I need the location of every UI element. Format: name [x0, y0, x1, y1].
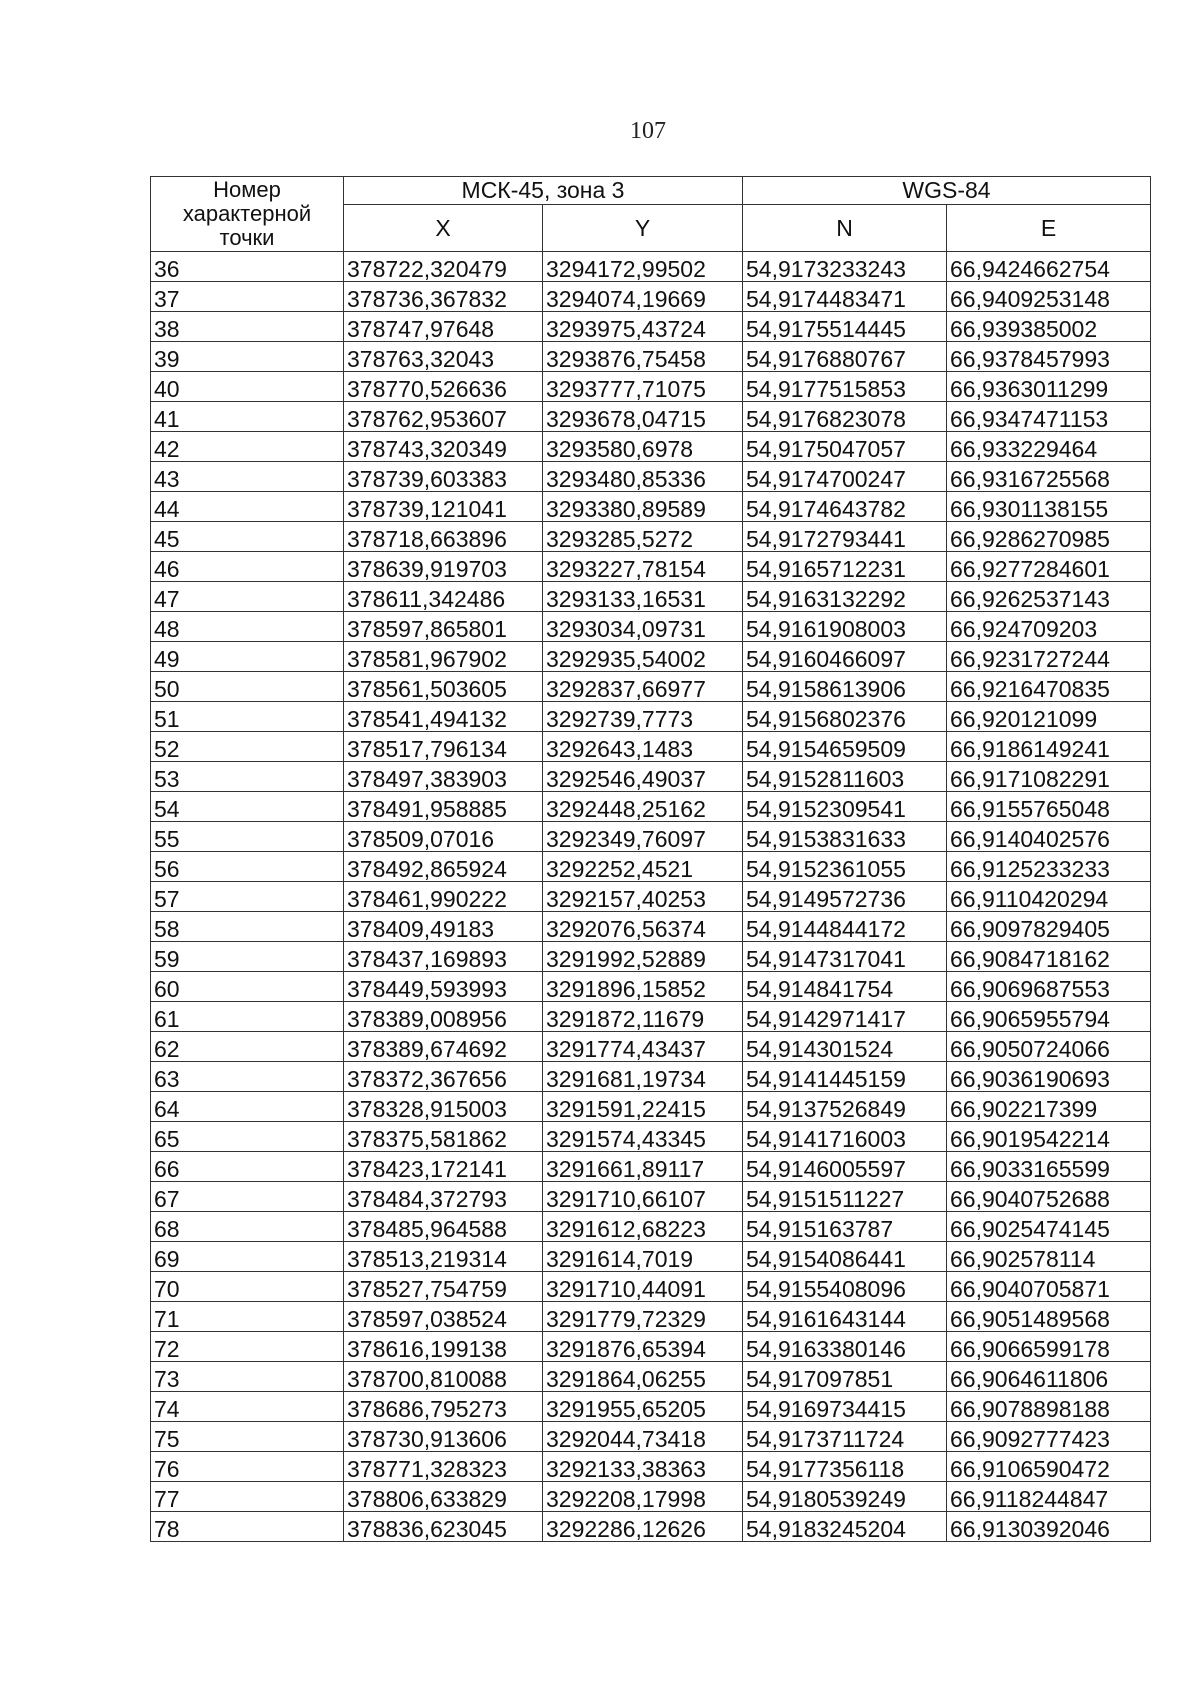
- x-value-cell: 378517,796134: [344, 732, 543, 762]
- e-value-cell: 66,9065955794: [947, 1002, 1151, 1032]
- e-value-cell: 66,9140402576: [947, 822, 1151, 852]
- point-number-cell: 41: [151, 402, 344, 432]
- point-number-cell: 65: [151, 1122, 344, 1152]
- y-value-cell: 3293034,09731: [543, 612, 743, 642]
- n-value-cell: 54,9156802376: [743, 702, 947, 732]
- n-value-cell: 54,9163132292: [743, 582, 947, 612]
- y-value-cell: 3291591,22415: [543, 1092, 743, 1122]
- table-row: [151, 942, 1151, 972]
- e-value-cell: 66,9064611806: [947, 1362, 1151, 1392]
- n-value-cell: 54,9175047057: [743, 432, 947, 462]
- e-value-cell: 66,9216470835: [947, 672, 1151, 702]
- x-value-cell: 378527,754759: [344, 1272, 543, 1302]
- point-number-cell: 36: [151, 252, 344, 282]
- point-number-cell: 49: [151, 642, 344, 672]
- e-value-cell: 66,9118244847: [947, 1482, 1151, 1512]
- n-value-cell: 54,9155408096: [743, 1272, 947, 1302]
- x-value-cell: 378513,219314: [344, 1242, 543, 1272]
- table-row: [151, 1272, 1151, 1302]
- n-value-cell: 54,9141716003: [743, 1122, 947, 1152]
- point-number-cell: 71: [151, 1302, 344, 1332]
- n-value-cell: 54,914301524: [743, 1032, 947, 1062]
- e-value-cell: 66,9092777423: [947, 1422, 1151, 1452]
- point-number-cell: 77: [151, 1482, 344, 1512]
- coordinates-table: [150, 176, 1151, 1542]
- table-row: [151, 1182, 1151, 1212]
- y-value-cell: 3291896,15852: [543, 972, 743, 1002]
- y-value-cell: 3291955,65205: [543, 1392, 743, 1422]
- x-value-cell: 378409,49183: [344, 912, 543, 942]
- table-row: [151, 672, 1151, 702]
- e-value-cell: 66,9409253148: [947, 282, 1151, 312]
- y-value-cell: 3293580,6978: [543, 432, 743, 462]
- y-value-cell: 3292044,73418: [543, 1422, 743, 1452]
- n-value-cell: 54,9152361055: [743, 852, 947, 882]
- point-number-cell: 62: [151, 1032, 344, 1062]
- y-value-cell: 3292286,12626: [543, 1512, 743, 1542]
- n-value-cell: 54,9175514445: [743, 312, 947, 342]
- x-value-cell: 378736,367832: [344, 282, 543, 312]
- point-number-cell: 39: [151, 342, 344, 372]
- table-row: [151, 792, 1151, 822]
- table-row: [151, 1092, 1151, 1122]
- y-column-header: Y: [543, 205, 743, 252]
- e-value-cell: 66,9051489568: [947, 1302, 1151, 1332]
- table-row: [151, 1152, 1151, 1182]
- point-number-cell: 46: [151, 552, 344, 582]
- e-value-cell: 66,9097829405: [947, 912, 1151, 942]
- table-row: [151, 1242, 1151, 1272]
- table-row: [151, 1362, 1151, 1392]
- x-value-cell: 378375,581862: [344, 1122, 543, 1152]
- e-value-cell: 66,9040705871: [947, 1272, 1151, 1302]
- e-value-cell: 66,9186149241: [947, 732, 1151, 762]
- point-number-cell: 51: [151, 702, 344, 732]
- point-number-cell: 74: [151, 1392, 344, 1422]
- n-value-cell: 54,9173233243: [743, 252, 947, 282]
- wgs84-header: WGS-84: [743, 177, 1151, 205]
- e-value-cell: 66,9025474145: [947, 1212, 1151, 1242]
- y-value-cell: 3291681,19734: [543, 1062, 743, 1092]
- e-value-cell: 66,9262537143: [947, 582, 1151, 612]
- n-value-cell: 54,9176823078: [743, 402, 947, 432]
- point-number-cell: 59: [151, 942, 344, 972]
- point-number-cell: 61: [151, 1002, 344, 1032]
- n-value-cell: 54,9177356118: [743, 1452, 947, 1482]
- e-value-cell: 66,9231727244: [947, 642, 1151, 672]
- point-number-cell: 47: [151, 582, 344, 612]
- n-value-cell: 54,9152811603: [743, 762, 947, 792]
- table-row: [151, 912, 1151, 942]
- point-number-cell: 44: [151, 492, 344, 522]
- n-value-cell: 54,9174483471: [743, 282, 947, 312]
- n-value-cell: 54,9144844172: [743, 912, 947, 942]
- table-row: [151, 852, 1151, 882]
- table-row: [151, 312, 1151, 342]
- y-value-cell: 3292076,56374: [543, 912, 743, 942]
- n-value-cell: 54,9169734415: [743, 1392, 947, 1422]
- point-number-cell: 45: [151, 522, 344, 552]
- y-value-cell: 3293227,78154: [543, 552, 743, 582]
- n-value-cell: 54,9161908003: [743, 612, 947, 642]
- x-value-cell: 378770,526636: [344, 372, 543, 402]
- e-value-cell: 66,9019542214: [947, 1122, 1151, 1152]
- y-value-cell: 3291710,44091: [543, 1272, 743, 1302]
- x-value-cell: 378700,810088: [344, 1362, 543, 1392]
- e-value-cell: 66,9033165599: [947, 1152, 1151, 1182]
- n-value-cell: 54,9174700247: [743, 462, 947, 492]
- y-value-cell: 3291992,52889: [543, 942, 743, 972]
- n-value-cell: 54,9147317041: [743, 942, 947, 972]
- table-row: [151, 612, 1151, 642]
- y-value-cell: 3294172,99502: [543, 252, 743, 282]
- point-number-cell: 64: [151, 1092, 344, 1122]
- e-value-cell: 66,902217399: [947, 1092, 1151, 1122]
- x-value-cell: 378739,121041: [344, 492, 543, 522]
- point-number-cell: 58: [151, 912, 344, 942]
- e-value-cell: 66,902578114: [947, 1242, 1151, 1272]
- e-value-cell: 66,9171082291: [947, 762, 1151, 792]
- y-value-cell: 3293678,04715: [543, 402, 743, 432]
- x-value-cell: 378372,367656: [344, 1062, 543, 1092]
- e-value-cell: 66,924709203: [947, 612, 1151, 642]
- table-row: [151, 522, 1151, 552]
- n-value-cell: 54,9142971417: [743, 1002, 947, 1032]
- table-row: [151, 1302, 1151, 1332]
- point-number-cell: 54: [151, 792, 344, 822]
- x-value-cell: 378561,503605: [344, 672, 543, 702]
- y-value-cell: 3291779,72329: [543, 1302, 743, 1332]
- table-row: [151, 462, 1151, 492]
- page-number: 107: [630, 118, 666, 144]
- x-value-cell: 378730,913606: [344, 1422, 543, 1452]
- x-value-cell: 378328,915003: [344, 1092, 543, 1122]
- x-value-cell: 378449,593993: [344, 972, 543, 1002]
- e-value-cell: 66,9084718162: [947, 942, 1151, 972]
- n-value-cell: 54,9154659509: [743, 732, 947, 762]
- x-value-cell: 378484,372793: [344, 1182, 543, 1212]
- point-number-cell: 63: [151, 1062, 344, 1092]
- n-value-cell: 54,9137526849: [743, 1092, 947, 1122]
- n-value-cell: 54,9146005597: [743, 1152, 947, 1182]
- e-value-cell: 66,9277284601: [947, 552, 1151, 582]
- x-value-cell: 378762,953607: [344, 402, 543, 432]
- table-row: [151, 882, 1151, 912]
- n-column-header: N: [743, 205, 947, 252]
- e-value-cell: 66,9036190693: [947, 1062, 1151, 1092]
- e-value-cell: 66,9347471153: [947, 402, 1151, 432]
- y-value-cell: 3292252,4521: [543, 852, 743, 882]
- point-number-cell: 40: [151, 372, 344, 402]
- x-value-cell: 378743,320349: [344, 432, 543, 462]
- e-value-cell: 66,9069687553: [947, 972, 1151, 1002]
- y-value-cell: 3291710,66107: [543, 1182, 743, 1212]
- table-row: [151, 1122, 1151, 1152]
- n-value-cell: 54,9176880767: [743, 342, 947, 372]
- n-value-cell: 54,9172793441: [743, 522, 947, 552]
- x-value-cell: 378389,008956: [344, 1002, 543, 1032]
- point-number-cell: 50: [151, 672, 344, 702]
- msk45-zone3-header: МСК-45, зона 3: [344, 177, 743, 205]
- table-row: [151, 252, 1151, 282]
- n-value-cell: 54,9151511227: [743, 1182, 947, 1212]
- table-row: [151, 732, 1151, 762]
- x-value-cell: 378806,633829: [344, 1482, 543, 1512]
- x-column-header: X: [344, 205, 543, 252]
- point-number-cell: 72: [151, 1332, 344, 1362]
- x-value-cell: 378437,169893: [344, 942, 543, 972]
- y-value-cell: 3291612,68223: [543, 1212, 743, 1242]
- e-value-cell: 66,9078898188: [947, 1392, 1151, 1422]
- table-row: [151, 1212, 1151, 1242]
- point-number-cell: 78: [151, 1512, 344, 1542]
- y-value-cell: 3293876,75458: [543, 342, 743, 372]
- point-number-cell: 57: [151, 882, 344, 912]
- x-value-cell: 378541,494132: [344, 702, 543, 732]
- e-value-cell: 66,920121099: [947, 702, 1151, 732]
- x-value-cell: 378509,07016: [344, 822, 543, 852]
- point-number-cell: 66: [151, 1152, 344, 1182]
- n-value-cell: 54,9163380146: [743, 1332, 947, 1362]
- point-number-cell: 55: [151, 822, 344, 852]
- x-value-cell: 378722,320479: [344, 252, 543, 282]
- y-value-cell: 3292133,38363: [543, 1452, 743, 1482]
- x-value-cell: 378461,990222: [344, 882, 543, 912]
- x-value-cell: 378497,383903: [344, 762, 543, 792]
- e-value-cell: 66,9363011299: [947, 372, 1151, 402]
- n-value-cell: 54,9141445159: [743, 1062, 947, 1092]
- x-value-cell: 378739,603383: [344, 462, 543, 492]
- y-value-cell: 3291864,06255: [543, 1362, 743, 1392]
- y-value-cell: 3292837,66977: [543, 672, 743, 702]
- table-row: [151, 972, 1151, 1002]
- e-value-cell: 66,9316725568: [947, 462, 1151, 492]
- point-number-cell: 48: [151, 612, 344, 642]
- x-value-cell: 378492,865924: [344, 852, 543, 882]
- n-value-cell: 54,9177515853: [743, 372, 947, 402]
- x-value-cell: 378686,795273: [344, 1392, 543, 1422]
- table-row: [151, 1482, 1151, 1512]
- y-value-cell: 3291872,11679: [543, 1002, 743, 1032]
- table-row: [151, 492, 1151, 522]
- y-value-cell: 3294074,19669: [543, 282, 743, 312]
- e-value-cell: 66,9378457993: [947, 342, 1151, 372]
- table-row: [151, 582, 1151, 612]
- e-column-header: E: [947, 205, 1151, 252]
- x-value-cell: 378763,32043: [344, 342, 543, 372]
- y-value-cell: 3291661,89117: [543, 1152, 743, 1182]
- y-value-cell: 3292208,17998: [543, 1482, 743, 1512]
- n-value-cell: 54,917097851: [743, 1362, 947, 1392]
- table-row: [151, 1332, 1151, 1362]
- x-value-cell: 378423,172141: [344, 1152, 543, 1182]
- point-number-cell: 37: [151, 282, 344, 312]
- x-value-cell: 378836,623045: [344, 1512, 543, 1542]
- n-value-cell: 54,9173711724: [743, 1422, 947, 1452]
- x-value-cell: 378639,919703: [344, 552, 543, 582]
- point-number-cell: 53: [151, 762, 344, 792]
- point-number-cell: 70: [151, 1272, 344, 1302]
- e-value-cell: 66,9110420294: [947, 882, 1151, 912]
- e-value-cell: 66,9125233233: [947, 852, 1151, 882]
- x-value-cell: 378491,958885: [344, 792, 543, 822]
- table-row: [151, 642, 1151, 672]
- y-value-cell: 3292157,40253: [543, 882, 743, 912]
- point-number-cell: 52: [151, 732, 344, 762]
- y-value-cell: 3293285,5272: [543, 522, 743, 552]
- table-row: [151, 702, 1151, 732]
- e-value-cell: 66,9286270985: [947, 522, 1151, 552]
- e-value-cell: 66,939385002: [947, 312, 1151, 342]
- e-value-cell: 66,9155765048: [947, 792, 1151, 822]
- y-value-cell: 3292643,1483: [543, 732, 743, 762]
- y-value-cell: 3291774,43437: [543, 1032, 743, 1062]
- point-number-cell: 67: [151, 1182, 344, 1212]
- e-value-cell: 66,9040752688: [947, 1182, 1151, 1212]
- x-value-cell: 378581,967902: [344, 642, 543, 672]
- n-value-cell: 54,9154086441: [743, 1242, 947, 1272]
- n-value-cell: 54,9152309541: [743, 792, 947, 822]
- point-number-cell: 43: [151, 462, 344, 492]
- point-number-cell: 56: [151, 852, 344, 882]
- x-value-cell: 378597,038524: [344, 1302, 543, 1332]
- point-number-cell: 42: [151, 432, 344, 462]
- point-number-cell: 60: [151, 972, 344, 1002]
- e-value-cell: 66,9106590472: [947, 1452, 1151, 1482]
- y-value-cell: 3292448,25162: [543, 792, 743, 822]
- table-row: [151, 1002, 1151, 1032]
- y-value-cell: 3292935,54002: [543, 642, 743, 672]
- y-value-cell: 3293380,89589: [543, 492, 743, 522]
- e-value-cell: 66,933229464: [947, 432, 1151, 462]
- y-value-cell: 3292349,76097: [543, 822, 743, 852]
- x-value-cell: 378718,663896: [344, 522, 543, 552]
- table-row: [151, 432, 1151, 462]
- table-row: [151, 1062, 1151, 1092]
- x-value-cell: 378485,964588: [344, 1212, 543, 1242]
- x-value-cell: 378771,328323: [344, 1452, 543, 1482]
- point-number-header: Номер характерной точки: [151, 177, 344, 252]
- table-row: [151, 822, 1151, 852]
- y-value-cell: 3293480,85336: [543, 462, 743, 492]
- table-row: [151, 1452, 1151, 1482]
- point-number-cell: 68: [151, 1212, 344, 1242]
- n-value-cell: 54,9180539249: [743, 1482, 947, 1512]
- n-value-cell: 54,915163787: [743, 1212, 947, 1242]
- x-value-cell: 378597,865801: [344, 612, 543, 642]
- table-row: [151, 342, 1151, 372]
- n-value-cell: 54,914841754: [743, 972, 947, 1002]
- y-value-cell: 3292546,49037: [543, 762, 743, 792]
- n-value-cell: 54,9160466097: [743, 642, 947, 672]
- point-number-cell: 75: [151, 1422, 344, 1452]
- table-row: [151, 402, 1151, 432]
- n-value-cell: 54,9165712231: [743, 552, 947, 582]
- y-value-cell: 3293133,16531: [543, 582, 743, 612]
- n-value-cell: 54,9158613906: [743, 672, 947, 702]
- table-row: [151, 1512, 1151, 1542]
- e-value-cell: 66,9424662754: [947, 252, 1151, 282]
- e-value-cell: 66,9050724066: [947, 1032, 1151, 1062]
- x-value-cell: 378747,97648: [344, 312, 543, 342]
- x-value-cell: 378611,342486: [344, 582, 543, 612]
- table-row: [151, 1032, 1151, 1062]
- n-value-cell: 54,9153831633: [743, 822, 947, 852]
- y-value-cell: 3291574,43345: [543, 1122, 743, 1152]
- n-value-cell: 54,9161643144: [743, 1302, 947, 1332]
- table-row: [151, 552, 1151, 582]
- e-value-cell: 66,9301138155: [947, 492, 1151, 522]
- table-row: [151, 1422, 1151, 1452]
- y-value-cell: 3291876,65394: [543, 1332, 743, 1362]
- point-number-cell: 76: [151, 1452, 344, 1482]
- table-row: [151, 762, 1151, 792]
- table-row: [151, 1392, 1151, 1422]
- e-value-cell: 66,9130392046: [947, 1512, 1151, 1542]
- x-value-cell: 378616,199138: [344, 1332, 543, 1362]
- table-body: [151, 252, 1151, 1542]
- table-row: [151, 372, 1151, 402]
- table-row: [151, 282, 1151, 312]
- n-value-cell: 54,9174643782: [743, 492, 947, 522]
- point-number-cell: 38: [151, 312, 344, 342]
- n-value-cell: 54,9149572736: [743, 882, 947, 912]
- y-value-cell: 3292739,7773: [543, 702, 743, 732]
- y-value-cell: 3291614,7019: [543, 1242, 743, 1272]
- point-number-cell: 73: [151, 1362, 344, 1392]
- y-value-cell: 3293975,43724: [543, 312, 743, 342]
- y-value-cell: 3293777,71075: [543, 372, 743, 402]
- x-value-cell: 378389,674692: [344, 1032, 543, 1062]
- point-number-cell: 69: [151, 1242, 344, 1272]
- table-header: [151, 177, 1151, 252]
- e-value-cell: 66,9066599178: [947, 1332, 1151, 1362]
- n-value-cell: 54,9183245204: [743, 1512, 947, 1542]
